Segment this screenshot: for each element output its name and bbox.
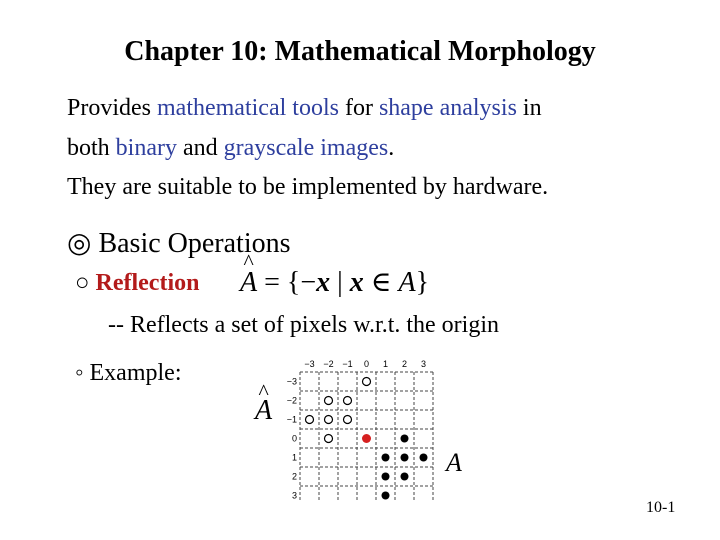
formula-neg: − bbox=[300, 267, 317, 298]
text: for bbox=[338, 95, 379, 121]
row-label: 3 bbox=[291, 490, 297, 501]
open-pixel bbox=[344, 397, 352, 405]
text: in bbox=[516, 95, 542, 121]
text: . bbox=[388, 135, 395, 161]
col-label: 3 bbox=[420, 359, 427, 369]
reflection-label: Reflection bbox=[95, 270, 200, 296]
formula-bar: | bbox=[330, 267, 350, 298]
filled-pixel bbox=[420, 454, 428, 462]
col-label: 2 bbox=[401, 359, 408, 369]
page-number: 10-1 bbox=[646, 499, 676, 516]
reflected-set-label: ^ A bbox=[255, 395, 272, 427]
intro-line-2 bbox=[67, 130, 394, 166]
intro-line-3: They are suitable to be implemented by hardware. bbox=[67, 174, 549, 200]
open-pixel bbox=[325, 397, 333, 405]
row-label: −1 bbox=[286, 414, 297, 425]
intro-line-1 bbox=[67, 90, 542, 126]
reflection-item bbox=[75, 270, 199, 297]
small-circle-bullet-icon: ◦ bbox=[75, 360, 84, 386]
reflection-formula bbox=[240, 265, 429, 299]
text: Provides bbox=[67, 95, 157, 121]
filled-pixel bbox=[401, 454, 409, 462]
section-text: Basic Operations bbox=[98, 228, 291, 259]
formula-rhs: A bbox=[398, 267, 416, 298]
example-label: Example: bbox=[89, 360, 182, 386]
open-pixel bbox=[325, 435, 333, 443]
double-circle-bullet-icon: ◎ bbox=[67, 228, 92, 259]
row-label: 2 bbox=[291, 471, 297, 482]
formula-in: ∈ bbox=[363, 267, 399, 298]
open-pixel bbox=[363, 378, 371, 386]
filled-pixel bbox=[382, 473, 390, 481]
filled-pixel bbox=[401, 435, 409, 443]
formula-lhs: ^ A bbox=[240, 267, 257, 299]
row-label: 1 bbox=[291, 452, 297, 463]
row-label: −2 bbox=[286, 395, 297, 406]
formula-x: x bbox=[316, 267, 331, 298]
example-item bbox=[75, 360, 181, 387]
text: both bbox=[67, 135, 116, 161]
open-pixel bbox=[325, 416, 333, 424]
reflection-description: -- Reflects a set of pixels w.r.t. the origin bbox=[108, 312, 500, 338]
open-pixel bbox=[344, 416, 352, 424]
row-label: −3 bbox=[286, 376, 297, 387]
highlight-text: mathematical tools bbox=[157, 95, 339, 121]
text: and bbox=[176, 135, 224, 161]
circle-bullet-icon: ○ bbox=[75, 270, 90, 296]
filled-pixel bbox=[382, 492, 390, 500]
formula-close: } bbox=[415, 267, 430, 298]
col-label: −3 bbox=[304, 359, 315, 369]
filled-pixel bbox=[401, 473, 409, 481]
highlight-text: shape analysis bbox=[378, 95, 517, 121]
row-label: 0 bbox=[291, 433, 297, 444]
col-label: −1 bbox=[342, 359, 353, 369]
col-label: 0 bbox=[363, 359, 370, 369]
formula-x2: x bbox=[349, 267, 364, 298]
origin-pixel bbox=[362, 434, 371, 443]
col-label: −2 bbox=[323, 359, 334, 369]
highlight-text: grayscale images bbox=[223, 135, 389, 161]
open-pixel bbox=[306, 416, 314, 424]
formula-eq: = { bbox=[257, 267, 301, 298]
col-label: 1 bbox=[382, 359, 389, 369]
section-heading bbox=[67, 226, 291, 260]
highlight-text: binary bbox=[115, 135, 177, 161]
filled-pixel bbox=[382, 454, 390, 462]
slide-title: Chapter 10: Mathematical Morphology bbox=[124, 36, 596, 67]
pixel-grid bbox=[280, 352, 440, 502]
original-set-label: A bbox=[446, 448, 462, 477]
